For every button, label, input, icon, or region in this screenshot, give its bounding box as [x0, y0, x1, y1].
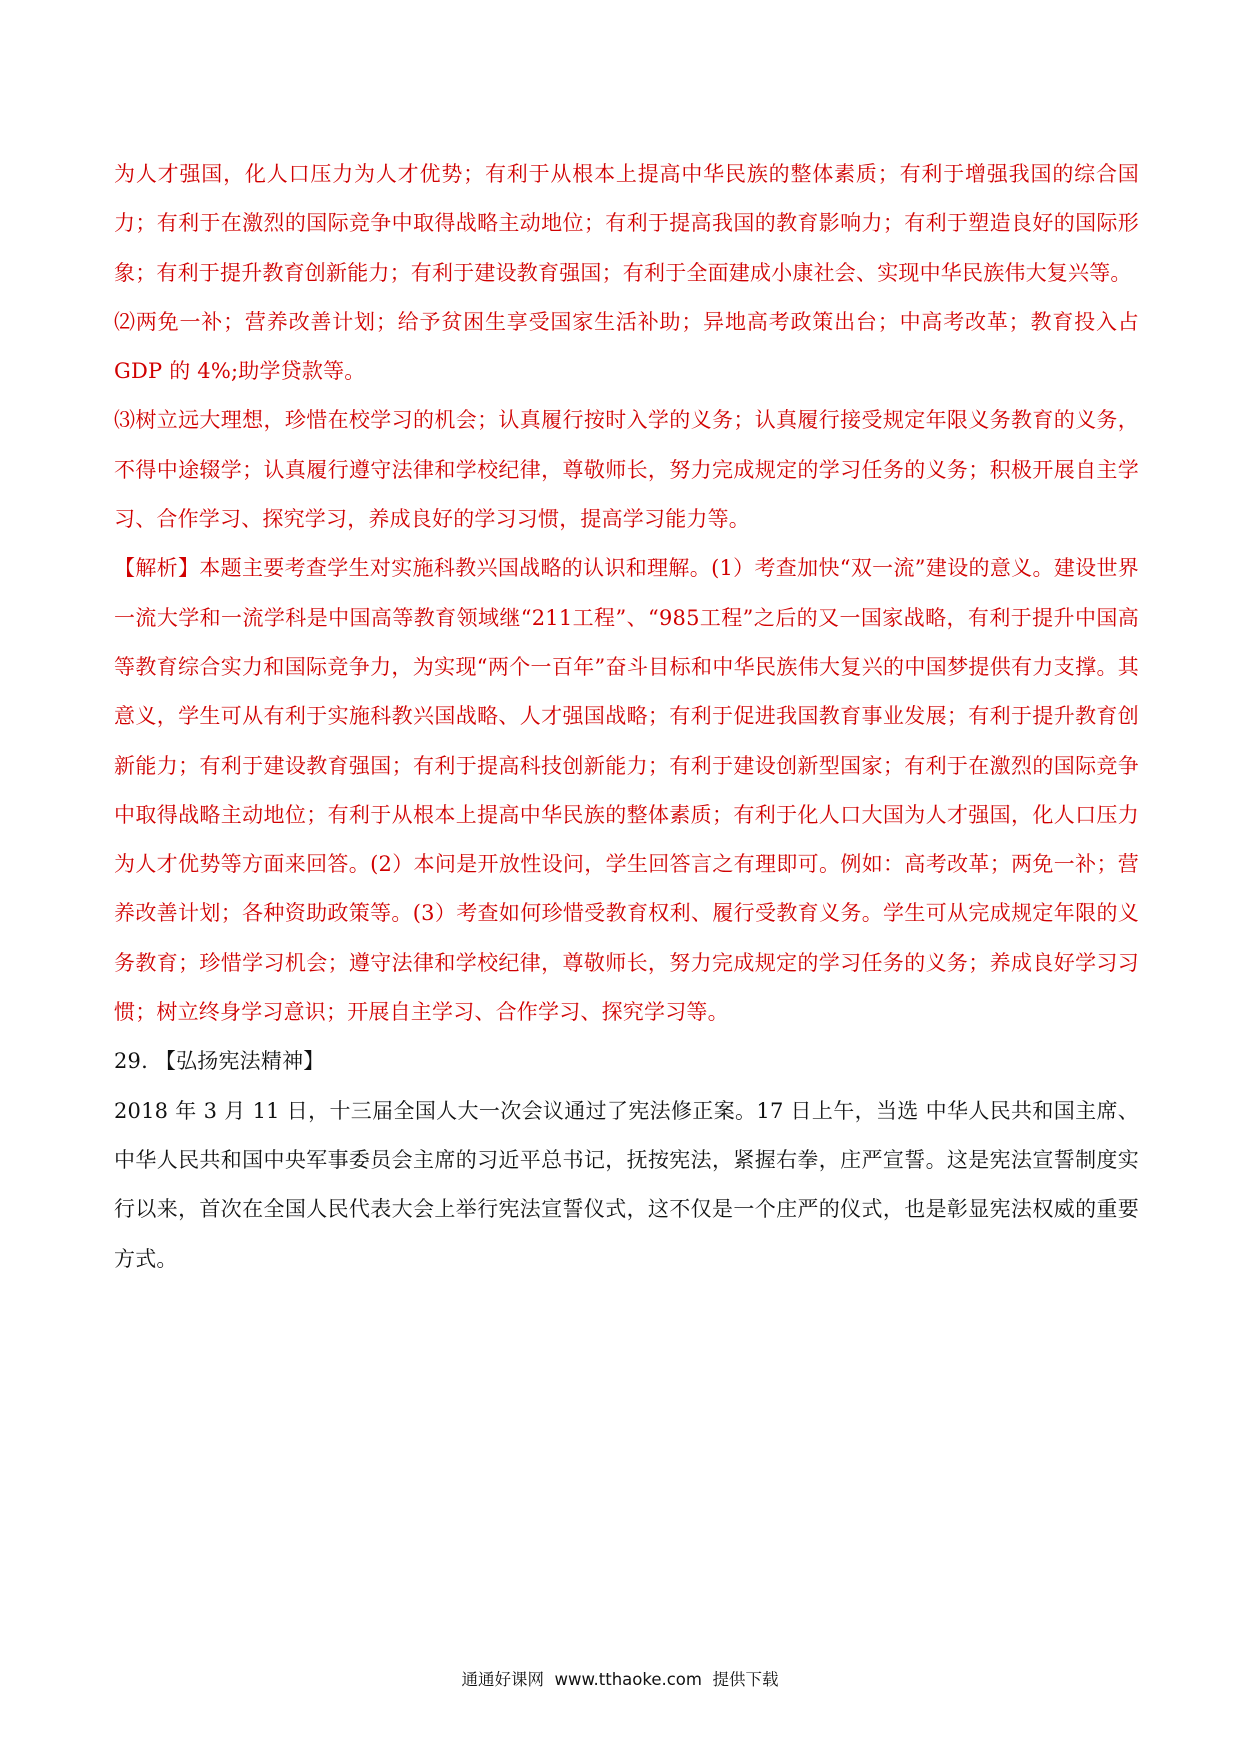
answer-part3: ⑶树立远大理想，珍惜在校学习的机会；认真履行按时入学的义务；认真履行接受规定年限义务教育的义务，不得中途辍学；认真履行遵守法律和学校纪律，尊敬师长，努力完成规定的学习任务的义务；积极开展自主学习、合作学习、探究学习，养成良好的学习习惯，提高学习能力等。	[114, 408, 1139, 532]
answer-part1-continuation: 为人才强国，化人口压力为人才优势；有利于从根本上提高中华民族的整体素质；有利于增强我国的综合国力；有利于在激烈的国际竞争中取得战略主动地位；有利于提高我国的教育影响力；有利于塑造良好的国际形象；有利于提升教育创新能力；有利于建设教育强国；有利于全面建成小康社会、实现中华民族伟大复兴等。	[114, 162, 1139, 285]
page-content	[114, 150, 1139, 1284]
question-29-body: 2018 年 3 月 11 日，十三届全国人大一次会议通过了宪法修正案。17 日上午，当选 中华人民共和国主席、中华人民共和国中央军事委员会主席的习近平总书记，抚按宪法，紧握右拳，庄严宣誓。这是宪法宣誓制度实行以来，首次在全国人民代表大会上举行宪法宣誓仪式，这不仅是一个庄严的仪式，也是彰显宪法权威的重要方式。	[114, 1098, 1139, 1271]
question-29-heading: 29. 【弘扬宪法精神】	[114, 1049, 325, 1074]
analysis-paragraph: 【解析】本题主要考查学生对实施科教兴国战略的认识和理解。(1）考查加快“双一流”建设的意义。建设世界一流大学和一流学科是中国高等教育领域继“211工程”、“985工程”之后的又一国家战略，有利于提升中国高等教育综合实力和国际竞争力，为实现“两个一百年”奋斗目标和中华民族伟大复兴的中国梦提供有力支撑。其意义，学生可从有利于实施科教兴国战略、人才强国战略；有利于促进我国教育事业发展；有利于提升教育创新能力；有利于建设教育强国；有利于提高科技创新能力；有利于建设创新型国家；有利于在激烈的国际竞争中取得战略主动地位；有利于从根本上提高中华民族的整体素质；有利于化人口大国为人才强国，化人口压力为人才优势等方面来回答。(2）本问是开放性设问，学生回答言之有理即可。例如：高考改革；两免一补；营养改善计划；各种资助政策等。(3）考查如何珍惜受教育权利、履行受教育义务。学生可从完成规定年限的义务教育；珍惜学习机会；遵守法律和学校纪律，尊敬师长，努力完成规定的学习任务的义务；养成良好学习习惯；树立终身学习意识；开展自主学习、合作学习、探究学习等。	[114, 556, 1139, 1025]
answer-part2: ⑵两免一补；营养改善计划；给予贫困生享受国家生活补助；异地高考政策出台；中高考改革；教育投入占 GDP 的 4%;助学贷款等。	[114, 309, 1139, 384]
page-footer: 通通好课网 www.tthaoke.com 提供下载	[461, 1670, 779, 1689]
